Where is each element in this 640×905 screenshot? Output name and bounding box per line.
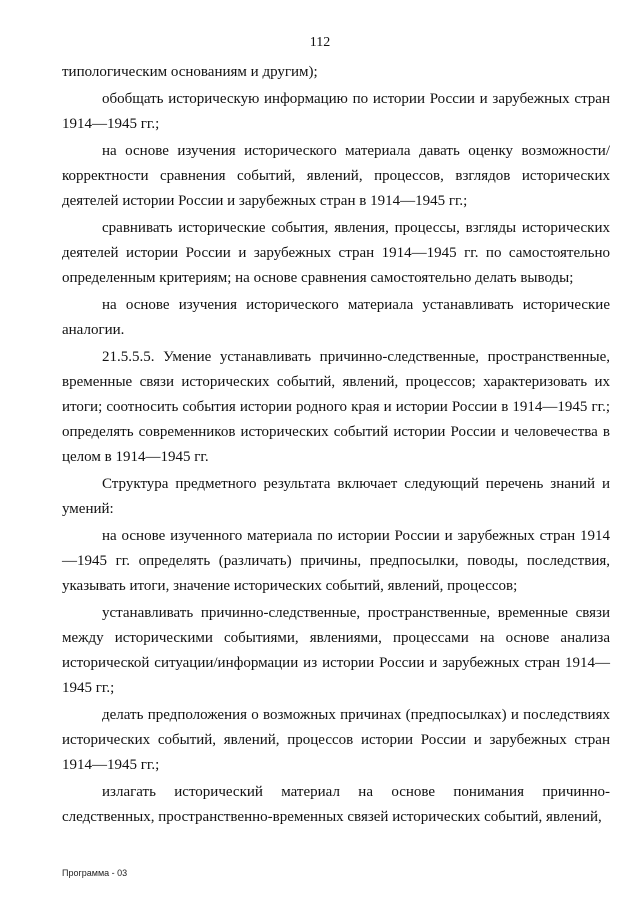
- page-number: 112: [309, 35, 331, 50]
- paragraph: типологическим основаниям и другим);: [62, 64, 318, 80]
- paragraph: на основе изучения исторического материала устанавливать исторические аналогии.: [62, 297, 610, 338]
- document-body: [62, 60, 610, 832]
- paragraph: обобщать историческую информацию по истории России и зарубежных стран 1914—1945 гг.;: [62, 91, 610, 132]
- paragraph: устанавливать причинно-следственные, пространственные, временные связи между историческими событиями, явлениями, процессами на основе анализа исторической ситуации/информации из истории России и зарубежных стран 1914—1945 гг.;: [62, 605, 610, 696]
- paragraph: сравнивать исторические события, явления, процессы, взгляды исторических деятелей истории России и зарубежных стран 1914—1945 гг. по самостоятельно определенным критериям; на основе сравнения самостоятельно делать выводы;: [62, 220, 610, 286]
- paragraph: излагать исторический материал на основе понимания причинно-следственных, пространственно-временных связей исторических событий, явлений,: [62, 784, 610, 825]
- paragraph: Структура предметного результата включает следующий перечень знаний и умений:: [62, 476, 610, 517]
- paragraph: делать предположения о возможных причинах (предпосылках) и последствиях исторических событий, явлений, процессов истории России и зарубежных стран 1914—1945 гг.;: [62, 707, 610, 773]
- footer-label: Программа - 03: [62, 868, 128, 878]
- section-heading-paragraph: 21.5.5.5. Умение устанавливать причинно-следственные, пространственные, временные связи исторических событий, явлений, процессов; характеризовать их итоги; соотносить события истории родного края и истории России в 1914—1945 гг.; определять современников исторических событий истории России и человечества в целом в 1914—1945 гг.: [62, 349, 610, 465]
- paragraph: на основе изученного материала по истории России и зарубежных стран 1914—1945 гг. определять (различать) причины, предпосылки, поводы, последствия, указывать итоги, значение исторических событий, явлений, процессов;: [62, 528, 610, 594]
- paragraph: на основе изучения исторического материала давать оценку возможности/корректности сравнения событий, явлений, процессов, взглядов исторических деятелей истории России и зарубежных стран в 1914—1945 гг.;: [62, 143, 610, 209]
